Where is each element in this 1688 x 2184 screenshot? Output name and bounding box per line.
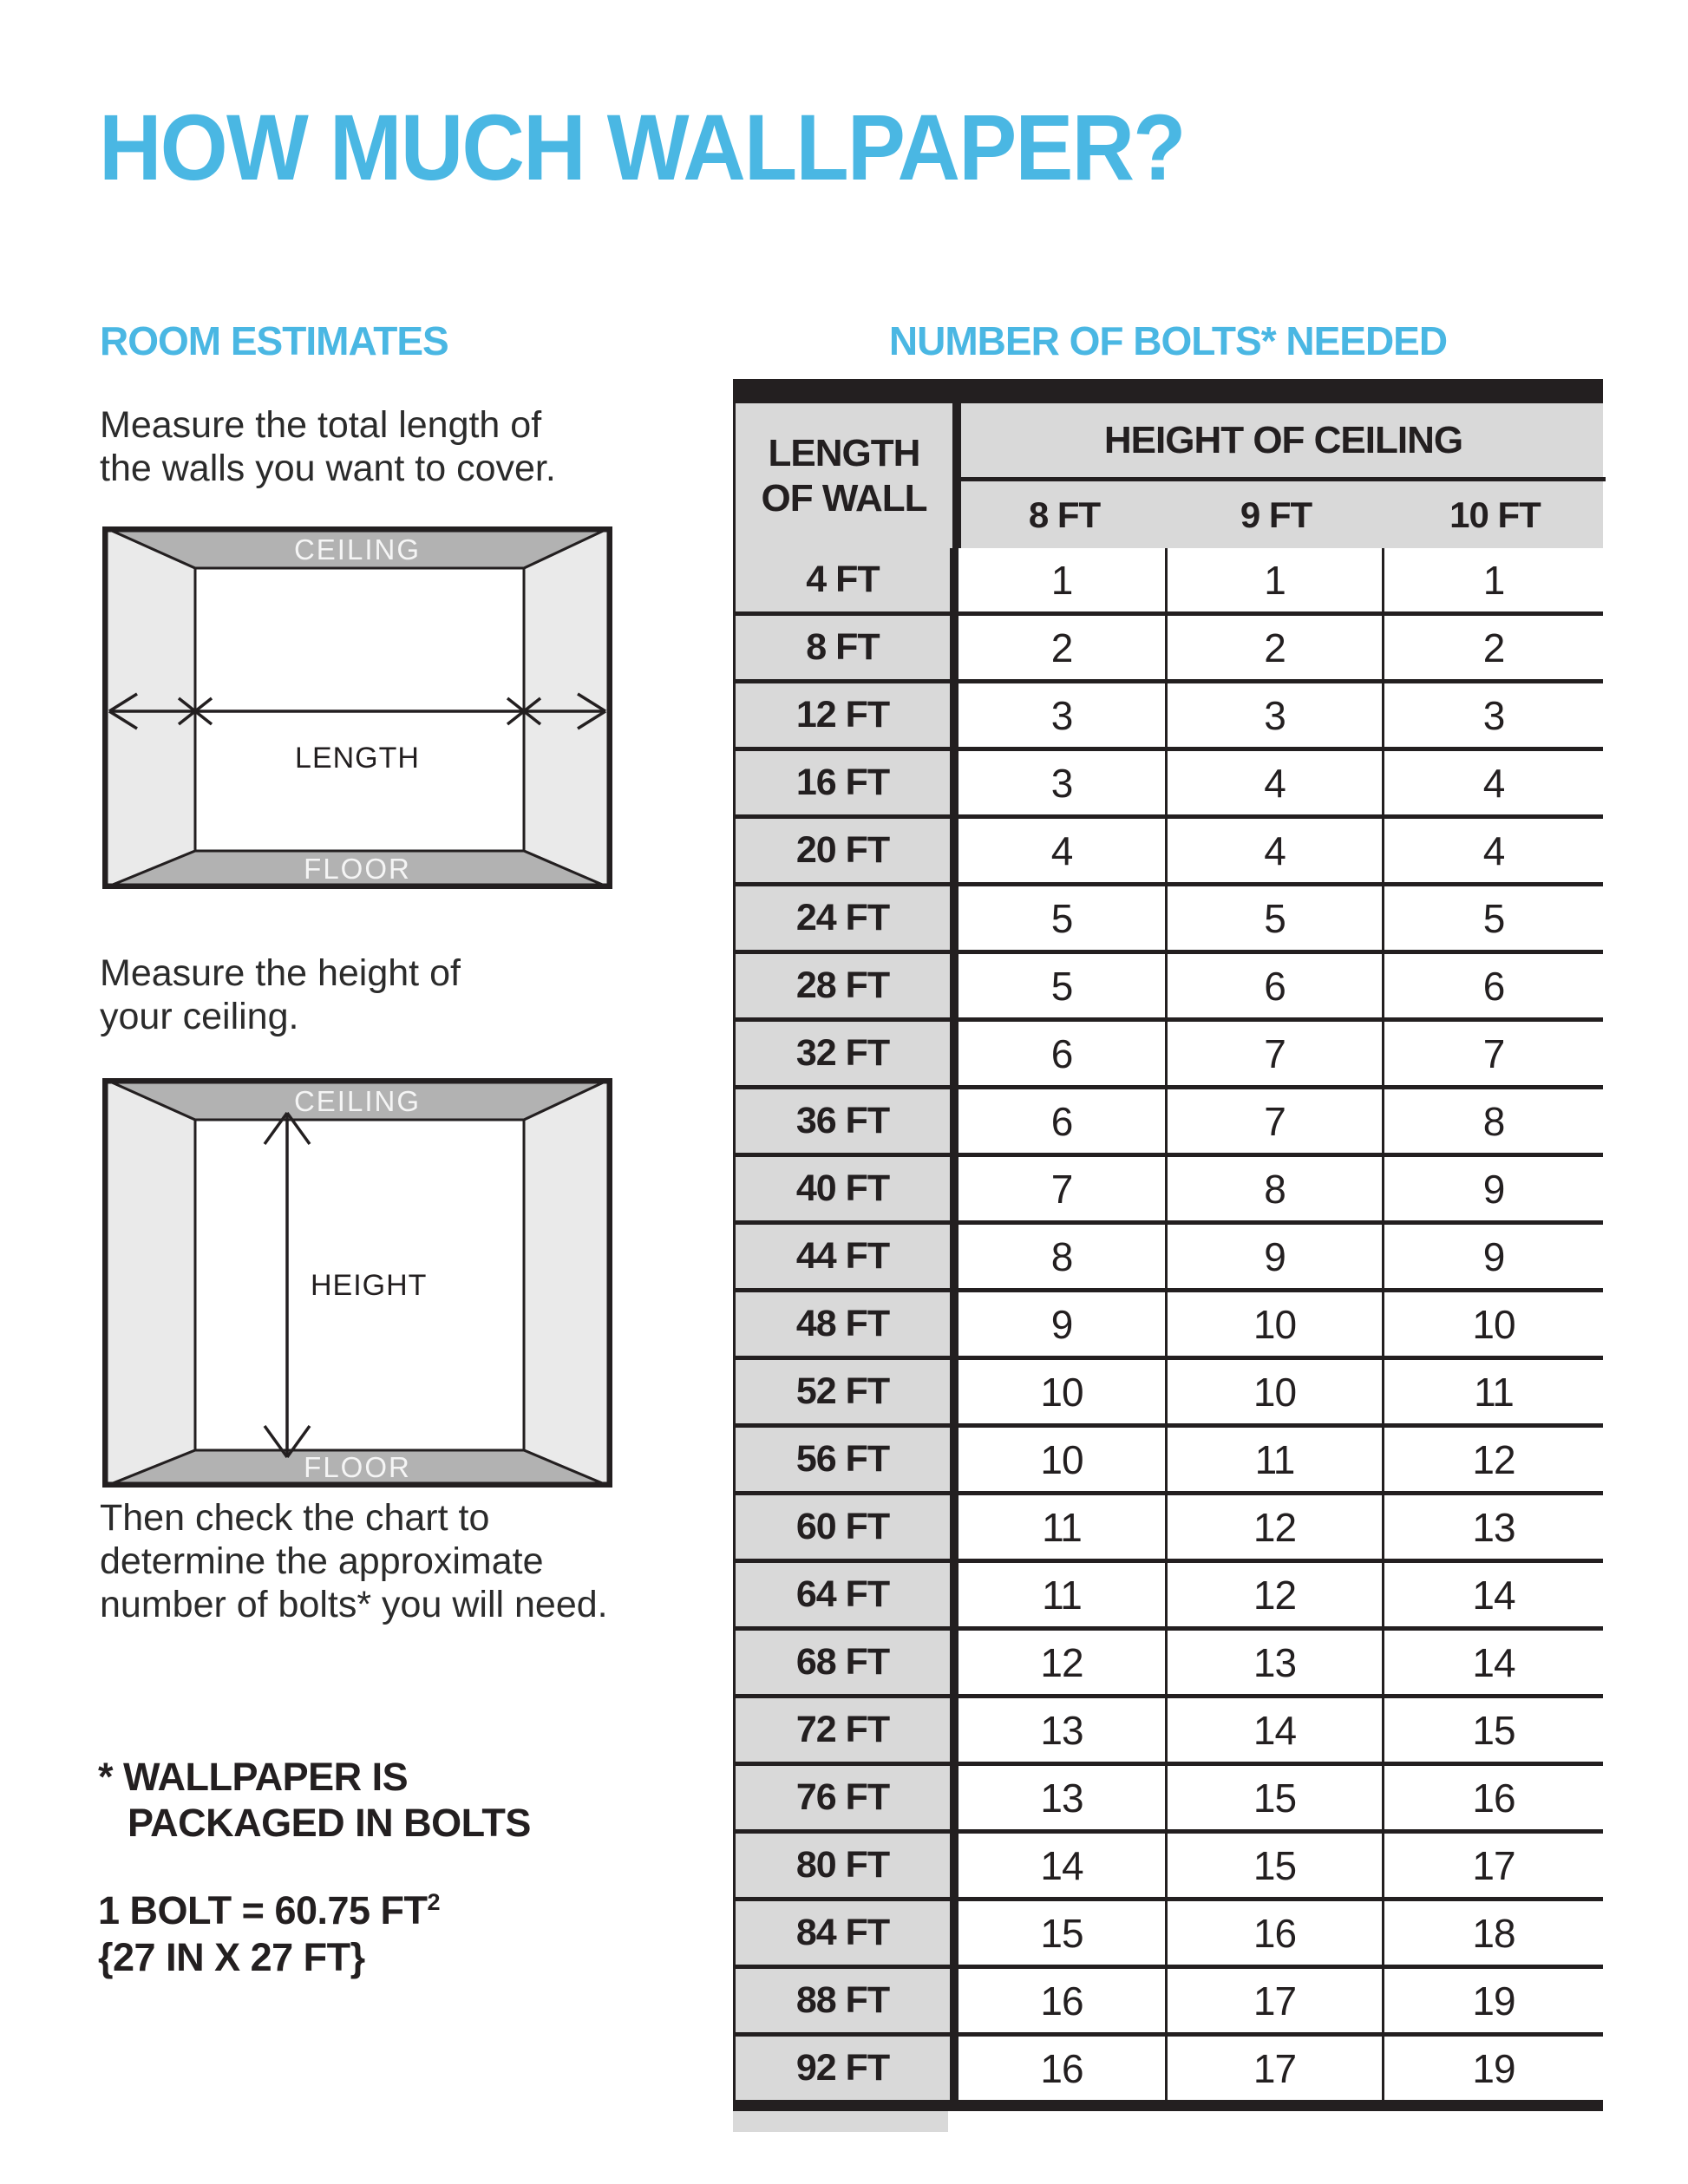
row-label-cell: 16 FT [733, 751, 950, 819]
row-label-cell: 32 FT [733, 1022, 950, 1089]
row-label-cell: 24 FT [733, 886, 950, 954]
value-cell: 5 [1165, 886, 1382, 954]
value-cell: 17 [1382, 1834, 1603, 1901]
room-estimates-heading: ROOM ESTIMATES [100, 318, 448, 363]
table-row [733, 954, 1603, 1022]
value-cell: 4 [1165, 819, 1382, 886]
table-row [733, 1360, 1603, 1428]
value-cell: 13 [1382, 1495, 1603, 1563]
column-divider [950, 616, 958, 683]
value-cell: 16 [1382, 1766, 1603, 1834]
left-wall [102, 1078, 195, 1488]
para3-line1: Then check the chart to [100, 1497, 490, 1539]
page-title: HOW MUCH WALLPAPER? [99, 95, 1185, 199]
floor-label: FLOOR [304, 1451, 411, 1483]
column-divider [950, 1495, 958, 1563]
row-label-cell: 84 FT [733, 1901, 950, 1969]
floor-label: FLOOR [304, 853, 411, 885]
para3-line2: determine the approximate [100, 1540, 544, 1582]
squared-superscript: 2 [427, 1889, 441, 1915]
footnote-line1: * WALLPAPER IS [98, 1755, 409, 1799]
bolt-equation: 1 BOLT = 60.75 $FT^2$ [98, 1888, 441, 1932]
length-label: LENGTH [295, 742, 420, 775]
bolt-size-info [98, 1887, 440, 1981]
table-bottom-bar [733, 2104, 1603, 2111]
value-cell: 4 [1382, 819, 1603, 886]
value-cell: 10 [1165, 1292, 1382, 1360]
ceiling-label: CEILING [293, 1085, 422, 1117]
value-cell: 14 [958, 1834, 1165, 1901]
column-divider [950, 1428, 958, 1495]
para1-line1: Measure the total length of [100, 404, 542, 446]
table-header [733, 403, 1603, 548]
value-cell: 9 [1165, 1225, 1382, 1292]
value-cell: 6 [1165, 954, 1382, 1022]
table-row [733, 1157, 1603, 1225]
value-cell: 2 [1382, 616, 1603, 683]
column-divider [950, 1834, 958, 1901]
value-cell: 13 [1165, 1631, 1382, 1698]
length-of-wall-line2: OF WALL [761, 476, 927, 520]
value-cell: 15 [958, 1901, 1165, 1969]
column-divider [950, 886, 958, 954]
ceiling-height-subheader [961, 481, 1606, 548]
table-row [733, 1292, 1603, 1360]
table-row [733, 548, 1603, 616]
row-label-cell: 80 FT [733, 1834, 950, 1901]
table-row [733, 1225, 1603, 1292]
value-cell: 9 [958, 1292, 1165, 1360]
column-divider [950, 1022, 958, 1089]
value-cell: 14 [1382, 1563, 1603, 1631]
row-label-cell: 60 FT [733, 1495, 950, 1563]
value-cell: 6 [958, 1022, 1165, 1089]
value-cell: 10 [1382, 1292, 1603, 1360]
col-header-10ft: 10 FT [1449, 494, 1541, 535]
value-cell: 10 [1165, 1360, 1382, 1428]
table-row [733, 886, 1603, 954]
table-row [733, 1089, 1603, 1157]
value-cell: 5 [1382, 886, 1603, 954]
table-row [733, 1834, 1603, 1901]
table-row [733, 751, 1603, 819]
column-divider [950, 1969, 958, 2037]
table-row [733, 616, 1603, 683]
value-cell: 9 [1382, 1225, 1603, 1292]
column-divider [950, 1225, 958, 1292]
table-row [733, 1022, 1603, 1089]
row-label-cell: 20 FT [733, 819, 950, 886]
row-label-cell: 72 FT [733, 1698, 950, 1766]
column-divider [950, 954, 958, 1022]
row-label-cell: 28 FT [733, 954, 950, 1022]
value-cell: 18 [1382, 1901, 1603, 1969]
value-cell: 16 [958, 2037, 1165, 2104]
row-label-cell: 52 FT [733, 1360, 950, 1428]
value-cell: 8 [958, 1225, 1165, 1292]
row-label-cell: 8 FT [733, 616, 950, 683]
wallpaper-bolts-footnote [98, 1754, 531, 1846]
row-label-cell: 88 FT [733, 1969, 950, 2037]
length-of-wall-line1: LENGTH [768, 431, 920, 474]
para2-line1: Measure the height of [100, 952, 461, 994]
value-cell: 6 [958, 1089, 1165, 1157]
ceiling-label: CEILING [293, 533, 422, 566]
column-divider [950, 1766, 958, 1834]
para1-line2: the walls you want to cover. [100, 447, 556, 489]
value-cell: 7 [1382, 1022, 1603, 1089]
para2-line2: your ceiling. [100, 995, 299, 1037]
value-cell: 10 [958, 1428, 1165, 1495]
table-row [733, 1428, 1603, 1495]
table-body [733, 548, 1603, 2104]
value-cell: 11 [1382, 1360, 1603, 1428]
value-cell: 1 [958, 548, 1165, 616]
table-row [733, 1901, 1603, 1969]
value-cell: 3 [958, 751, 1165, 819]
value-cell: 14 [1165, 1698, 1382, 1766]
value-cell: 15 [1382, 1698, 1603, 1766]
value-cell: 13 [958, 1698, 1165, 1766]
value-cell: 11 [1165, 1428, 1382, 1495]
instruction-check-chart [100, 1497, 608, 1627]
value-cell: 17 [1165, 2037, 1382, 2104]
row-label-cell: 4 FT [733, 548, 950, 616]
ceiling-height-diagram [102, 1078, 612, 1488]
label-column-overhang [733, 2111, 948, 2132]
value-cell: 5 [958, 954, 1165, 1022]
column-divider [950, 1089, 958, 1157]
row-label-cell: 76 FT [733, 1766, 950, 1834]
instruction-measure-height [100, 952, 461, 1039]
value-cell: 3 [1382, 683, 1603, 751]
value-cell: 9 [1382, 1157, 1603, 1225]
column-divider [950, 683, 958, 751]
value-cell: 2 [958, 616, 1165, 683]
value-cell: 12 [1382, 1428, 1603, 1495]
column-divider [950, 1631, 958, 1698]
height-of-ceiling-header: HEIGHT OF CEILING [1103, 418, 1463, 461]
column-divider [950, 548, 958, 616]
right-wall [524, 1078, 612, 1488]
column-divider [950, 1360, 958, 1428]
value-cell: 2 [1165, 616, 1382, 683]
value-cell: 4 [958, 819, 1165, 886]
value-cell: 7 [1165, 1089, 1382, 1157]
table-row [733, 683, 1603, 751]
value-cell: 6 [1382, 954, 1603, 1022]
row-label-cell: 68 FT [733, 1631, 950, 1698]
column-divider [950, 1292, 958, 1360]
table-row [733, 2037, 1603, 2104]
value-cell: 8 [1382, 1089, 1603, 1157]
value-cell: 1 [1382, 548, 1603, 616]
value-cell: 12 [1165, 1495, 1382, 1563]
column-divider [952, 403, 961, 548]
table-row [733, 819, 1603, 886]
value-cell: 14 [1382, 1631, 1603, 1698]
row-label-cell: 92 FT [733, 2037, 950, 2104]
room-length-diagram [102, 526, 612, 889]
value-cell: 4 [1165, 751, 1382, 819]
table-row [733, 1631, 1603, 1698]
column-divider [950, 819, 958, 886]
table-row [733, 1563, 1603, 1631]
column-divider [950, 751, 958, 819]
back-wall [195, 568, 524, 851]
row-label-cell: 48 FT [733, 1292, 950, 1360]
value-cell: 1 [1165, 548, 1382, 616]
row-label-cell: 12 FT [733, 683, 950, 751]
table-row [733, 1766, 1603, 1834]
value-cell: 3 [1165, 683, 1382, 751]
value-cell: 12 [958, 1631, 1165, 1698]
footnote-line2: PACKAGED IN BOLTS [128, 1801, 531, 1846]
value-cell: 8 [1165, 1157, 1382, 1225]
value-cell: 19 [1382, 1969, 1603, 2037]
column-divider [950, 1698, 958, 1766]
value-cell: 15 [1165, 1834, 1382, 1901]
value-cell: 12 [1165, 1563, 1382, 1631]
value-cell: 16 [1165, 1901, 1382, 1969]
value-cell: 10 [958, 1360, 1165, 1428]
row-label-cell: 44 FT [733, 1225, 950, 1292]
value-cell: 3 [958, 683, 1165, 751]
bolt-dimensions: {27 IN X 27 FT} [98, 1935, 365, 1979]
instruction-measure-length [100, 404, 556, 491]
column-divider [950, 1563, 958, 1631]
row-label-cell: 40 FT [733, 1157, 950, 1225]
table-row [733, 1969, 1603, 2037]
value-cell: 13 [958, 1766, 1165, 1834]
table-row [733, 1495, 1603, 1563]
value-cell: 11 [958, 1563, 1165, 1631]
table-row [733, 1698, 1603, 1766]
column-divider [950, 1901, 958, 1969]
value-cell: 7 [958, 1157, 1165, 1225]
value-cell: 7 [1165, 1022, 1382, 1089]
value-cell: 17 [1165, 1969, 1382, 2037]
value-cell: 4 [1382, 751, 1603, 819]
value-cell: 19 [1382, 2037, 1603, 2104]
bolts-needed-heading: NUMBER OF BOLTS* NEEDED [888, 318, 1448, 363]
value-cell: 16 [958, 1969, 1165, 2037]
row-label-cell: 56 FT [733, 1428, 950, 1495]
row-label-cell: 36 FT [733, 1089, 950, 1157]
value-cell: 15 [1165, 1766, 1382, 1834]
table-top-bar [733, 379, 1603, 403]
column-divider [950, 2037, 958, 2104]
value-cell: 5 [958, 886, 1165, 954]
row-label-cell: 64 FT [733, 1563, 950, 1631]
column-divider [950, 1157, 958, 1225]
col-header-9ft: 9 FT [1240, 494, 1312, 535]
value-cell: 11 [958, 1495, 1165, 1563]
col-header-8ft: 8 FT [1028, 494, 1101, 535]
para3-line3: number of bolts* you will need. [100, 1583, 608, 1625]
height-label: HEIGHT [311, 1269, 428, 1302]
length-of-wall-header [736, 403, 952, 548]
